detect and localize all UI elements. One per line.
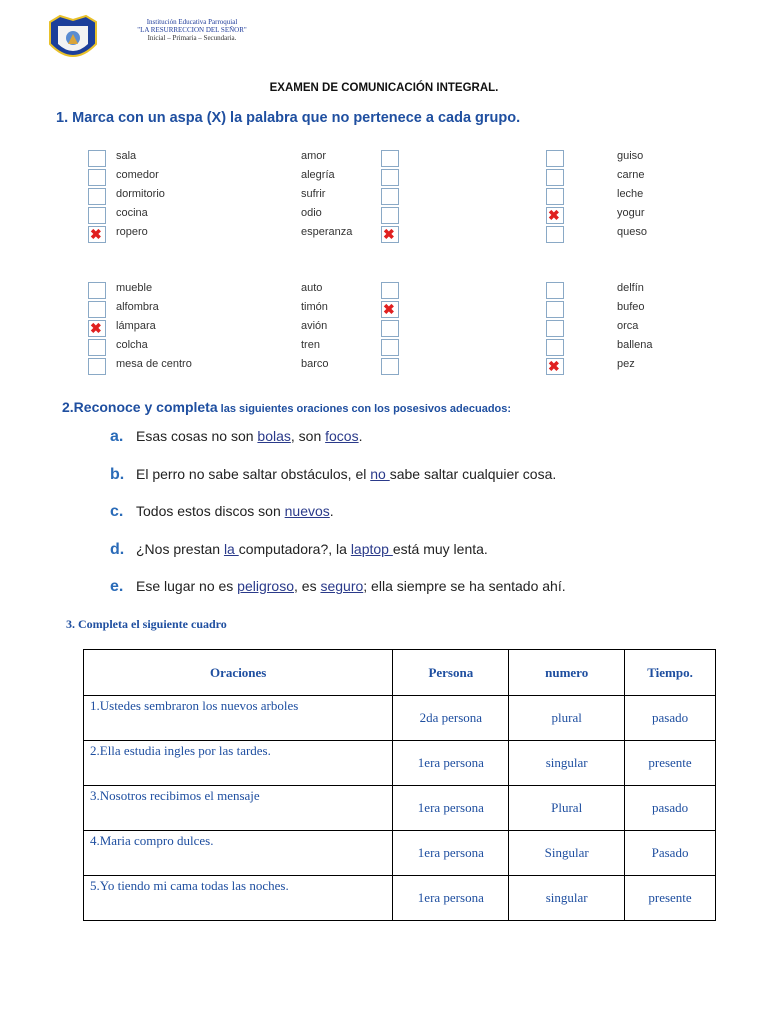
q1-checkbox[interactable] xyxy=(88,150,106,167)
cell-oracion: 4.Maria compro dulces. xyxy=(84,831,393,876)
cell-numero: singular xyxy=(509,876,625,921)
q1-checkbox[interactable] xyxy=(88,320,106,337)
q1-checkbox[interactable] xyxy=(381,358,399,375)
q1-word: mueble xyxy=(116,282,153,294)
q1-checkbox[interactable] xyxy=(546,207,564,224)
cell-tiempo: presente xyxy=(625,876,716,921)
cell-persona: 1era persona xyxy=(393,786,509,831)
cell-numero: plural xyxy=(509,696,625,741)
q1-word: dormitorio xyxy=(116,188,165,200)
answer-word: bolas xyxy=(257,428,291,444)
sentence-text: está muy lenta. xyxy=(392,540,488,557)
q1-word: tren xyxy=(301,339,320,351)
x-mark-icon: ✖ xyxy=(90,226,102,242)
school-name xyxy=(122,18,262,42)
question-1-title: 1. Marca con un aspa (X) la palabra que no pertenece a cada grupo. xyxy=(56,110,521,126)
q1-checkbox[interactable] xyxy=(381,301,399,318)
q1-word: amor xyxy=(301,150,327,162)
cell-persona: 1era persona xyxy=(393,876,509,921)
q1-checkbox[interactable] xyxy=(546,339,564,356)
q1-checkbox[interactable] xyxy=(546,320,564,337)
q1-checkbox[interactable] xyxy=(546,188,564,205)
q1-word: leche xyxy=(617,188,644,200)
q1-word: ballena xyxy=(617,339,653,351)
x-mark-icon: ✖ xyxy=(548,358,560,374)
q1-word: ropero xyxy=(116,226,148,238)
cell-numero: Singular xyxy=(509,831,625,876)
x-mark-icon: ✖ xyxy=(90,320,102,336)
cell-tiempo: presente xyxy=(625,741,716,786)
x-mark-icon: ✖ xyxy=(383,301,395,317)
question-2-title-main: 2.Reconoce y completa xyxy=(62,399,218,415)
q1-checkbox[interactable] xyxy=(381,188,399,205)
answer-word: no xyxy=(370,465,390,482)
q1-word: orca xyxy=(617,320,639,332)
cell-oracion: 1.Ustedes sembraron los nuevos arboles xyxy=(84,696,393,741)
answer-word: laptop xyxy=(350,540,393,557)
q1-word: barco xyxy=(301,358,329,370)
answer-word: peligroso xyxy=(237,578,294,594)
sentence-letter: c. xyxy=(110,503,124,520)
q1-word: colcha xyxy=(116,339,148,351)
q1-word: esperanza xyxy=(301,226,353,238)
cell-persona: 1era persona xyxy=(393,831,509,876)
q1-checkbox[interactable] xyxy=(546,169,564,186)
sentence-a xyxy=(110,428,362,446)
sentence-letter: b. xyxy=(110,465,125,483)
q1-checkbox[interactable] xyxy=(381,282,399,299)
sentence-text: Ese lugar no es xyxy=(136,578,238,594)
school-line-2: "LA RESURRECCION DEL SEÑOR" xyxy=(137,26,247,34)
answer-word: seguro xyxy=(320,578,364,594)
question-3-title: 3. Completa el siguiente cuadro xyxy=(66,617,227,631)
question-2-title xyxy=(62,399,511,415)
header-tiempo: Tiempo. xyxy=(625,650,716,696)
table-header-row xyxy=(84,650,716,696)
q1-checkbox[interactable] xyxy=(546,358,564,375)
q1-checkbox[interactable] xyxy=(381,150,399,167)
exam-title: EXAMEN DE COMUNICACIÓN INTEGRAL. xyxy=(269,82,499,94)
sentence-letter: a. xyxy=(110,428,124,445)
cell-oracion: 3.Nosotros recibimos el mensaje xyxy=(84,786,393,831)
cell-persona: 1era persona xyxy=(393,741,509,786)
table-row xyxy=(84,831,716,876)
q1-word: lámpara xyxy=(116,320,156,332)
school-line-1: Institución Educativa Parroquial xyxy=(146,18,238,26)
table-row xyxy=(84,696,716,741)
answer-table xyxy=(83,649,716,921)
q1-word: alfombra xyxy=(116,301,159,313)
q1-word: yogur xyxy=(617,207,645,219)
q1-word: carne xyxy=(617,169,645,181)
q1-checkbox[interactable] xyxy=(88,169,106,186)
sentence-text: Todos estos discos son xyxy=(136,503,285,519)
table-row xyxy=(84,741,716,786)
sentence-b xyxy=(110,466,556,484)
cell-oracion: 2.Ella estudia ingles por las tardes. xyxy=(84,741,393,786)
table-row xyxy=(84,786,716,831)
q1-checkbox[interactable] xyxy=(381,207,399,224)
q1-checkbox[interactable] xyxy=(88,207,106,224)
sentence-e xyxy=(110,578,566,596)
q1-checkbox[interactable] xyxy=(381,339,399,356)
school-crest-logo xyxy=(46,14,100,66)
q1-checkbox[interactable] xyxy=(88,282,106,299)
q1-checkbox[interactable] xyxy=(546,150,564,167)
header-oraciones: Oraciones xyxy=(84,650,393,696)
q1-checkbox[interactable] xyxy=(88,339,106,356)
cell-persona: 2da persona xyxy=(393,696,509,741)
sentence-text: computadora?, la xyxy=(238,540,351,557)
sentence-text: El perro no sabe saltar obstáculos, el xyxy=(136,465,371,482)
q1-word: guiso xyxy=(617,150,644,162)
sentence-text: Esas cosas no son xyxy=(136,428,258,444)
q1-checkbox[interactable] xyxy=(546,301,564,318)
sentence-letter: d. xyxy=(110,540,125,558)
school-line-3: Inicial – Primaria – Secundaria. xyxy=(147,34,237,42)
q1-checkbox[interactable] xyxy=(381,320,399,337)
q1-word: sala xyxy=(116,150,137,162)
q1-word: avión xyxy=(301,320,328,332)
q1-word: pez xyxy=(617,358,635,370)
q1-word: odio xyxy=(301,207,322,219)
q1-word: timón xyxy=(301,301,328,313)
q1-word: mesa de centro xyxy=(116,358,192,370)
cell-numero: singular xyxy=(509,741,625,786)
question-2-title-rest: las siguientes oraciones con los posesivos adecuados: xyxy=(217,403,512,415)
q1-checkbox[interactable] xyxy=(88,188,106,205)
q1-checkbox[interactable] xyxy=(88,358,106,375)
cell-numero: Plural xyxy=(509,786,625,831)
sentence-letter: e. xyxy=(110,578,124,595)
answer-word: focos xyxy=(325,428,359,444)
sentence-d xyxy=(110,541,488,559)
q1-checkbox[interactable] xyxy=(88,226,106,243)
cell-tiempo: Pasado xyxy=(625,831,716,876)
q1-word: comedor xyxy=(116,169,159,181)
q1-word: bufeo xyxy=(617,301,645,313)
sentence-text: ; ella siempre se ha sentado ahí. xyxy=(363,578,566,594)
cell-oracion: 5.Yo tiendo mi cama todas las noches. xyxy=(84,876,393,921)
q1-word: sufrir xyxy=(301,188,326,200)
sentence-text: , son xyxy=(290,428,326,444)
cell-tiempo: pasado xyxy=(625,786,716,831)
answer-word: nuevos xyxy=(284,503,330,519)
header-numero: numero xyxy=(509,650,625,696)
x-mark-icon: ✖ xyxy=(548,207,560,223)
q1-checkbox[interactable] xyxy=(546,226,564,243)
x-mark-icon: ✖ xyxy=(383,226,395,242)
q1-checkbox[interactable] xyxy=(546,282,564,299)
sentence-c xyxy=(110,503,334,521)
q1-word: auto xyxy=(301,282,323,294)
q1-checkbox[interactable] xyxy=(381,226,399,243)
sentence-text: . xyxy=(358,428,363,444)
q1-word: queso xyxy=(617,226,647,238)
q1-word: alegría xyxy=(301,169,335,181)
q1-checkbox[interactable] xyxy=(88,301,106,318)
sentence-text: ¿Nos prestan xyxy=(136,540,224,557)
q1-word: delfín xyxy=(617,282,644,294)
sentence-text: , es xyxy=(294,578,321,594)
answer-word: la xyxy=(223,540,239,557)
table-row xyxy=(84,876,716,921)
cell-tiempo: pasado xyxy=(625,696,716,741)
q1-word: cocina xyxy=(116,207,148,219)
sentence-text: sabe saltar cualquier cosa. xyxy=(389,465,557,482)
sentence-text: . xyxy=(329,503,334,519)
q1-checkbox[interactable] xyxy=(381,169,399,186)
header-persona: Persona xyxy=(393,650,509,696)
